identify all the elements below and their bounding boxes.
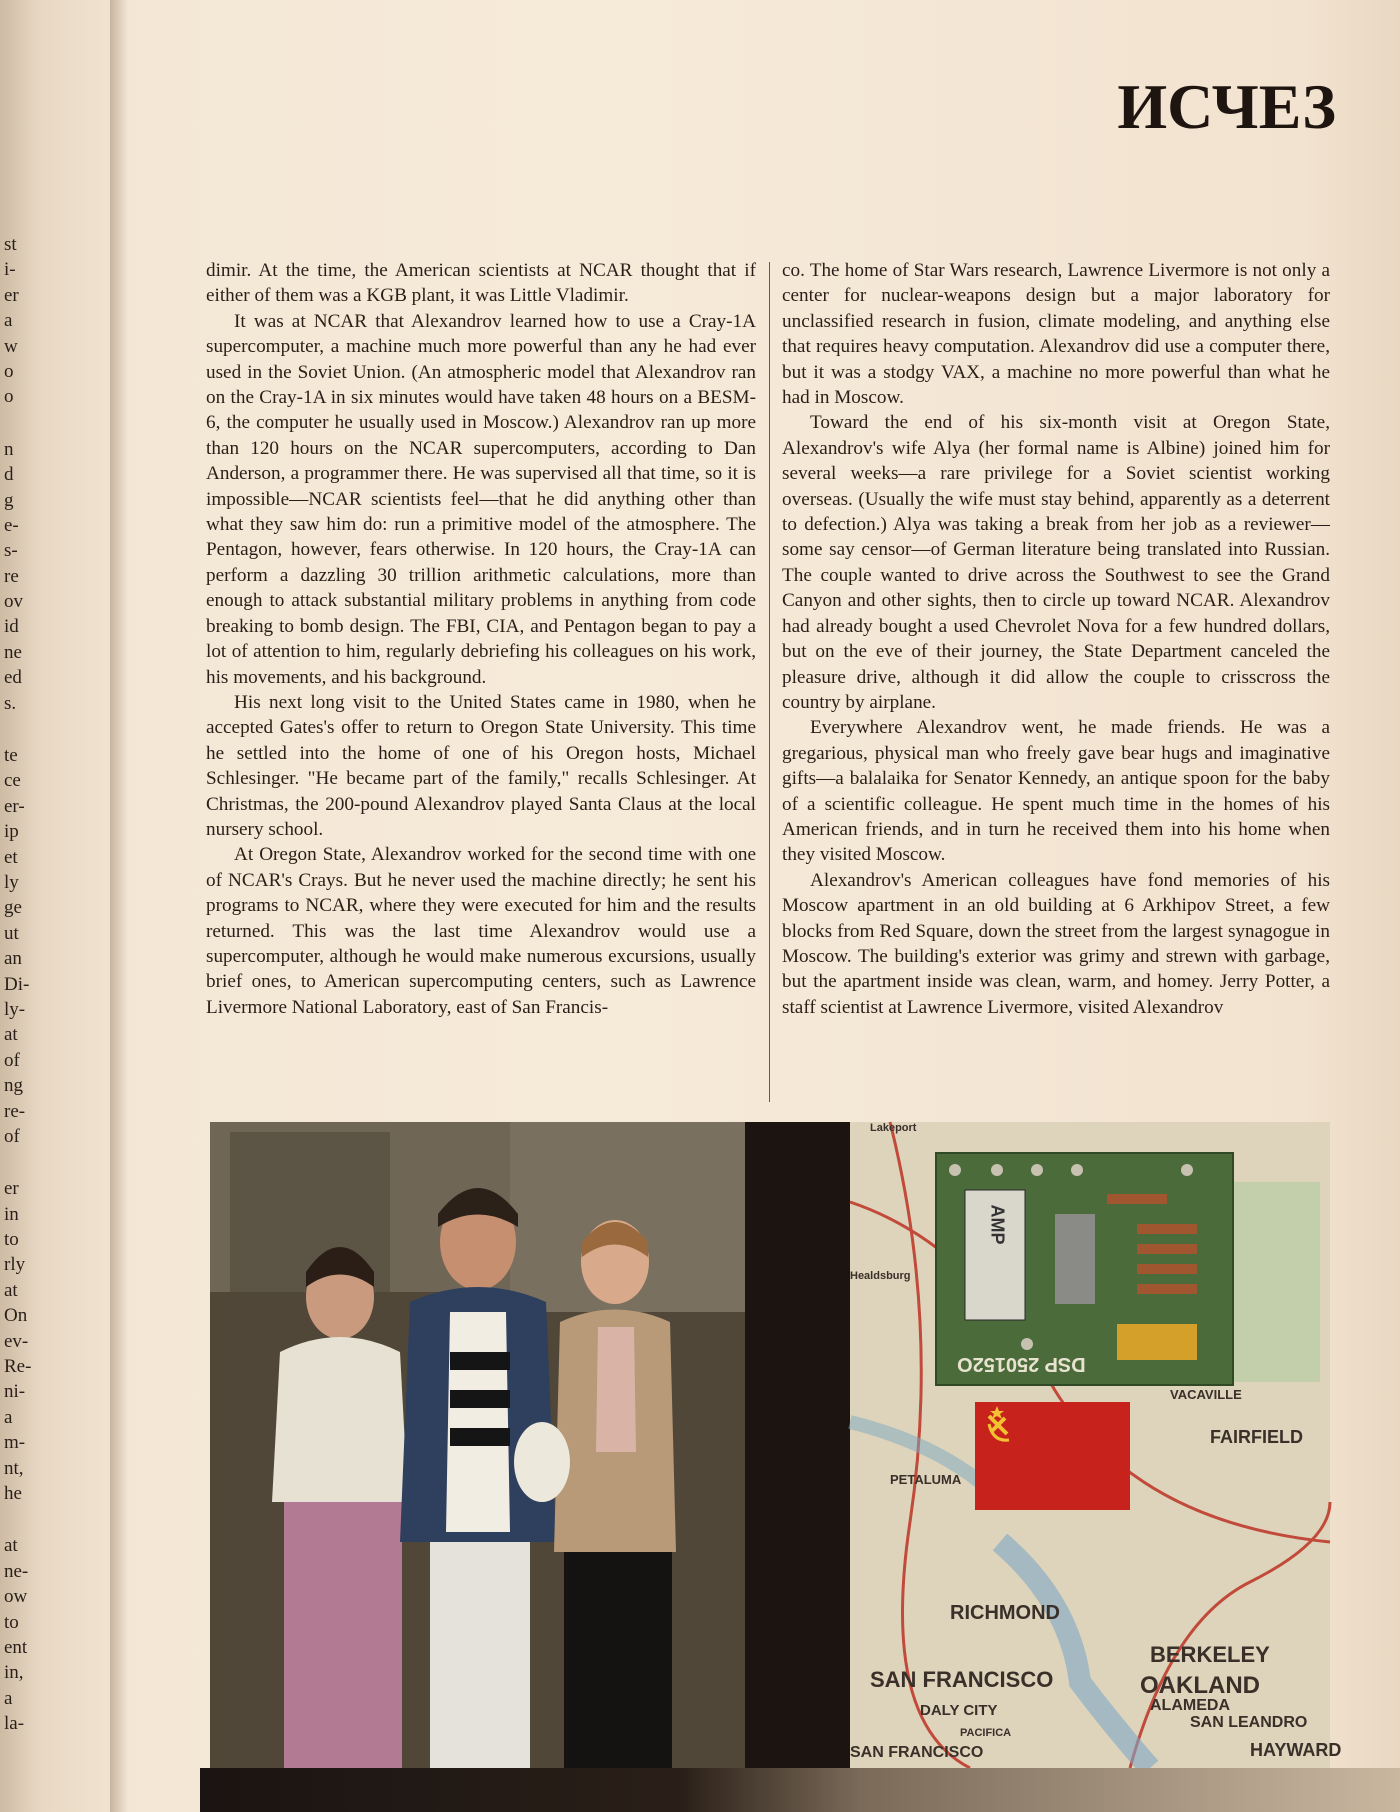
previous-column-fragment	[4, 716, 56, 743]
article-paragraph: His next long visit to the United States came in 1980, when he accepted Gates's offer to return to Oregon State University. This time he settled into the home of one of his Oregon hosts, Michael Schlesinger. "He became part of the family," recalls Schlesinger. At Christmas, the 200-pound Alexandrov played Santa Claus at the local nursery school.	[206, 691, 756, 840]
previous-column-fragment: id	[4, 616, 19, 638]
previous-page-column	[4, 232, 56, 1736]
article-column-right	[782, 258, 1330, 1020]
article-paragraph: Everywhere Alexandrov went, he made friends. He was a gregarious, physical man who freely gave bear hugs and imaginative gifts—a balalaika for Senator Kennedy, an antique spoon for the baby of a scientific colleague. He spent much time in the homes of his American friends, and in turn he received them into his home when they visited Moscow.	[782, 717, 1330, 866]
previous-column-fragment: re-	[4, 1100, 26, 1122]
previous-column-fragment: s.	[4, 692, 17, 714]
circuit-components	[937, 1154, 1232, 1384]
map-label-daly-city: DALY CITY	[920, 1702, 998, 1719]
previous-column-fragment: of	[4, 1049, 20, 1071]
circuit-board	[935, 1152, 1234, 1386]
map-label-lakeport: Lakeport	[870, 1122, 917, 1134]
photo-three-people	[210, 1122, 745, 1768]
previous-column-fragment: ip	[4, 821, 19, 843]
map-label-san-leandro: SAN LEANDRO	[1190, 1714, 1308, 1731]
previous-column-fragment: o	[4, 386, 14, 408]
previous-column-fragment: an	[4, 948, 22, 970]
map-label-san-francisco-south: SAN FRANCISCO	[850, 1744, 984, 1761]
previous-column-fragment: ev-	[4, 1330, 29, 1352]
article-paragraph: It was at NCAR that Alexandrov learned how to use a Cray-1A supercomputer, a machine much more powerful than any he had ever used in the Soviet Union. (An atmospheric model that Alexandrov ran on the Cray-1A in six minutes would have taken 48 hours on a BESM-6, the computer he usually used in Moscow.) Alexandrov ran up more than 120 hours on the NCAR supercomputers, according to Dan Anderson, a programmer there. He was supervised all that time, so it is impossible—NCAR scientists feel—that he did anything other than what they saw him do: run a primitive model of the atmosphere. The Pentagon, however, fears otherwise. In 120 hours, the Cray-1A can perform a dazzling 30 trillion arithmetic calculations, more than enough to attack substantial military problems in anything from code breaking to bomb design. The FBI, CIA, and Pentagon began to pay a lot of attention to him, regularly debriefing his colleagues on his work, his movements, and his background.	[206, 310, 756, 688]
article-paragraph: Toward the end of his six-month visit at Oregon State, Alexandrov's wife Alya (her formal name is Albine) joined him for several weeks—a rare privilege for a Soviet scientist working overseas. (Usually the wife must stay behind, apparently as a deterrent to defection.) Alya was taking a break from her job as a reviewer—some say censor—of German literature being translated into Russian. The couple wanted to drive across the Southwest to see the Grand Canyon and other sights, then to circle up toward NCAR. Alexandrov had already bought a used Chevrolet Nova for a few hundred dollars, but on the eve of their journey, the State Department canceled the pleasure drive, although it did allow the couple to crisscross the country by airplane.	[782, 412, 1330, 713]
map-label-san-francisco: SAN FRANCISCO	[870, 1667, 1054, 1692]
map-label-vacaville: VACAVILLE	[1170, 1387, 1242, 1402]
hammer-sickle-icon	[975, 1402, 1130, 1510]
previous-column-fragment: er-	[4, 795, 25, 817]
previous-column-fragment: w	[4, 335, 18, 357]
previous-column-fragment: ut	[4, 922, 19, 944]
map-label-hayward: HAYWARD	[1250, 1740, 1342, 1760]
previous-column-fragment: ge	[4, 897, 22, 919]
previous-column-fragment: s-	[4, 540, 18, 562]
previous-column-fragment: to	[4, 1611, 19, 1633]
previous-column-fragment: at	[4, 1535, 18, 1557]
previous-column-fragment: ly	[4, 871, 19, 893]
article-paragraph: co. The home of Star Wars research, Lawrence Livermore is not only a center for nuclear-weapons design but a major laboratory for unclassified research in fusion, climate modeling, and anything else that requires heavy computation. Alexandrov did use a computer there, but it was a stodgy VAX, a machine no more powerful than what he had in Moscow.	[782, 260, 1330, 409]
previous-column-fragment	[4, 1149, 56, 1176]
map-label-alameda: ALAMEDA	[1150, 1697, 1230, 1714]
previous-column-fragment: er	[4, 284, 19, 306]
previous-column-fragment: ent	[4, 1636, 28, 1658]
previous-column-fragment: la-	[4, 1713, 25, 1735]
previous-column-fragment: in	[4, 1203, 19, 1225]
binding-shadow	[110, 0, 128, 1812]
map-label-fairfield: FAIRFIELD	[1210, 1427, 1303, 1447]
previous-column-fragment: et	[4, 846, 18, 868]
previous-column-fragment: ov	[4, 591, 23, 613]
previous-column-fragment: a	[4, 310, 13, 332]
previous-column-fragment: ne-	[4, 1560, 29, 1582]
section-headline: ИСЧЕЗ	[1117, 71, 1336, 142]
map-label-richmond: RICHMOND	[950, 1602, 1060, 1624]
previous-column-fragment: Re-	[4, 1356, 32, 1378]
article-paragraph: Alexandrov's American colleagues have fond memories of his Moscow apartment in an old building at 6 Arkhipov Street, a few blocks from Red Square, down the street from the largest synagogue in Moscow. The building's exterior was grimy and strewn with garbage, but the apartment inside was clean, warm, and homey. Jerry Potter, a staff scientist at Lawrence Livermore, visited Alexandrov	[782, 869, 1330, 1018]
previous-column-fragment: ng	[4, 1075, 23, 1097]
page-bottom-edge	[200, 1768, 1400, 1812]
previous-column-fragment: to	[4, 1229, 19, 1251]
previous-column-fragment	[4, 410, 56, 437]
previous-column-fragment: te	[4, 745, 18, 767]
map-circuit-flag-photo	[850, 1122, 1342, 1768]
previous-column-fragment: ce	[4, 770, 21, 792]
column-divider	[769, 262, 770, 1102]
previous-column-fragment: he	[4, 1482, 22, 1504]
previous-column-fragment: ow	[4, 1586, 28, 1608]
previous-column-fragment: Di-	[4, 973, 30, 995]
map-label-oakland: OAKLAND	[1140, 1672, 1260, 1699]
previous-column-fragment: re	[4, 565, 19, 587]
previous-column-fragment: ly-	[4, 998, 26, 1020]
previous-column-fragment: ne	[4, 641, 22, 663]
article-paragraph: dimir. At the time, the American scientists at NCAR thought that if either of them was a KGB plant, it was Little Vladimir.	[206, 260, 756, 307]
previous-column-fragment	[4, 1506, 56, 1533]
previous-column-fragment: of	[4, 1125, 20, 1147]
previous-column-fragment: nt,	[4, 1457, 24, 1479]
previous-column-fragment: ed	[4, 667, 22, 689]
map-label-pacifica: PACIFICA	[960, 1727, 1012, 1739]
previous-column-fragment: er	[4, 1178, 19, 1200]
article-column-left	[206, 258, 756, 1020]
previous-column-fragment: m-	[4, 1432, 26, 1454]
previous-column-fragment: at	[4, 1279, 18, 1301]
chip-label: AMP	[987, 1204, 1008, 1245]
board-code-label: DSP 250152O	[957, 1353, 1086, 1375]
previous-column-fragment: o	[4, 360, 14, 382]
soviet-flag	[975, 1402, 1130, 1510]
people-illustration	[210, 1122, 745, 1768]
previous-column-fragment: st	[4, 234, 17, 255]
map-label-berkeley: BERKELEY	[1150, 1642, 1270, 1667]
previous-column-fragment: d	[4, 464, 14, 486]
article-paragraph: At Oregon State, Alexandrov worked for the second time with one of NCAR's Crays. But he never used the machine directly; he sent his programs to NCAR, where they were executed for him and the results returned. This was the last time Alexandrov would use a supercomputer, although he would make numerous excursions, usually brief ones, to American supercomputing centers, such as Lawrence Livermore National Laboratory, east of San Francis-	[206, 844, 756, 1018]
previous-column-fragment: in,	[4, 1662, 24, 1684]
previous-column-fragment: g	[4, 489, 14, 511]
previous-column-fragment: at	[4, 1024, 18, 1046]
previous-column-fragment: On	[4, 1305, 28, 1327]
previous-column-fragment: a	[4, 1687, 13, 1709]
map-label-petaluma: PETALUMA	[890, 1472, 962, 1487]
previous-column-fragment: i-	[4, 259, 16, 281]
photo-spread	[210, 1122, 1342, 1768]
previous-column-fragment: a	[4, 1406, 13, 1428]
previous-column-fragment: n	[4, 438, 14, 460]
previous-column-fragment: e-	[4, 514, 19, 536]
previous-column-fragment: ni-	[4, 1381, 26, 1403]
map-label-healdsburg: Healdsburg	[850, 1270, 911, 1282]
previous-column-fragment: rly	[4, 1254, 26, 1276]
